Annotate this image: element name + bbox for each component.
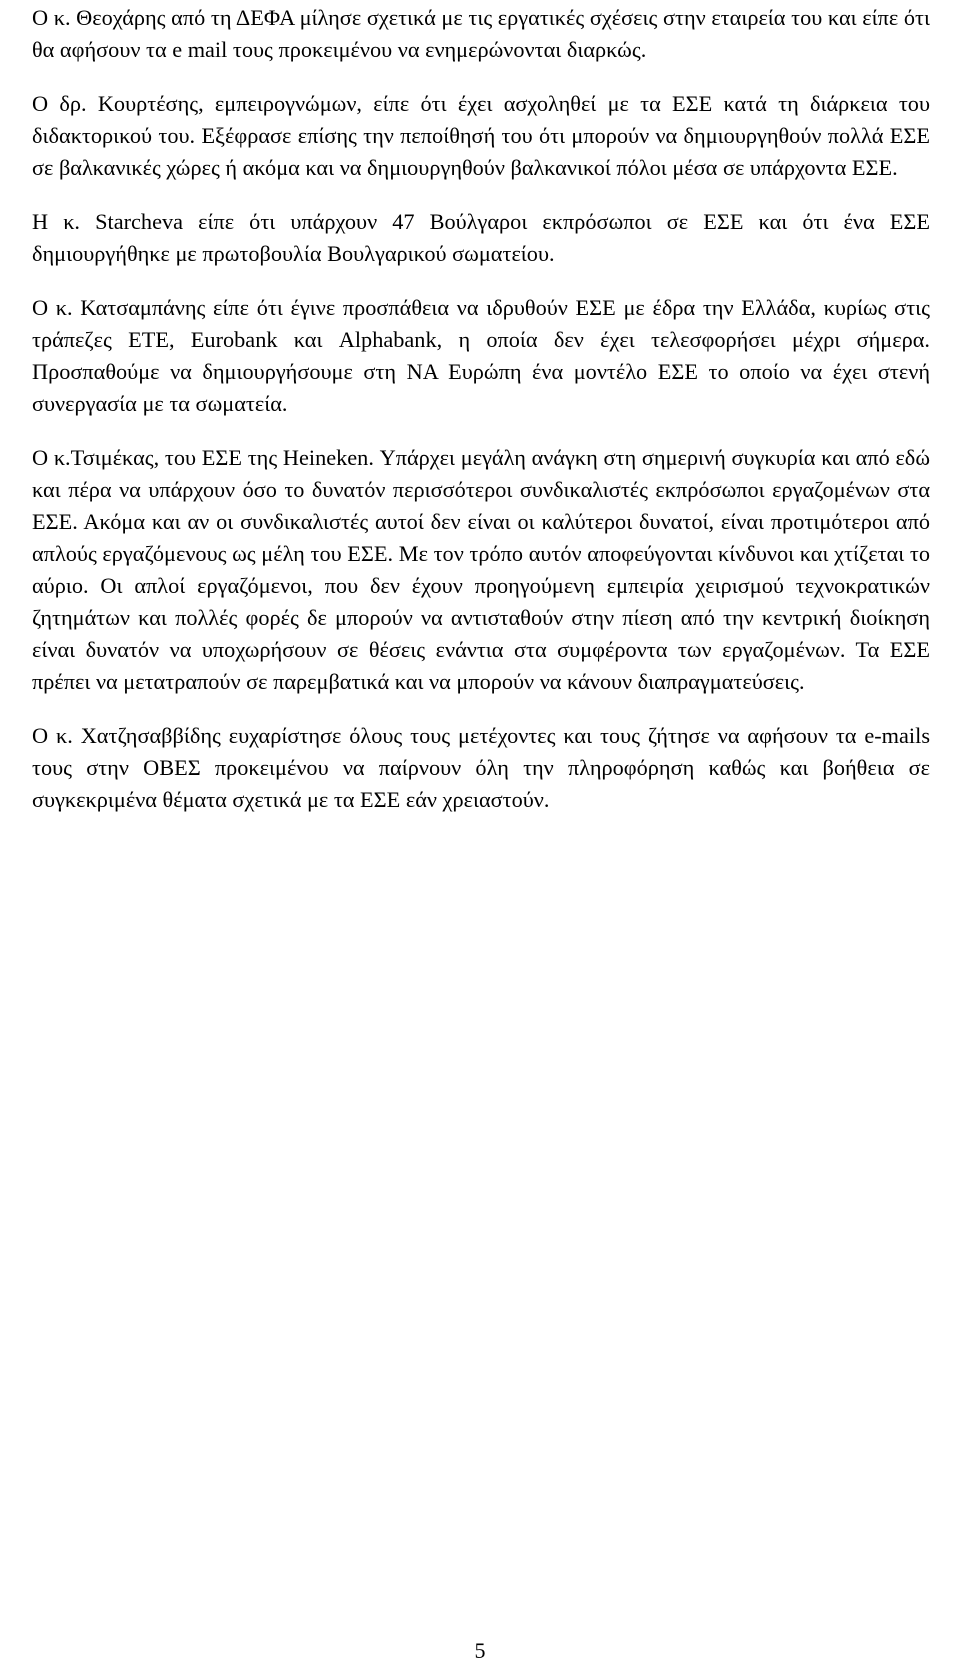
document-page [32,2,930,838]
page-number: 5 [474,1638,486,1663]
paragraph-starcheva: Η κ. Starcheva είπε ότι υπάρχουν 47 Βούλγαροι εκπρόσωποι σε ΕΣΕ και ότι ένα ΕΣΕ δημιουργήθηκε με πρωτοβουλία Βουλγαρικού σωματείου. [32,209,930,266]
paragraph-kourtesis: Ο δρ. Κουρτέσης, εμπειρογνώμων, είπε ότι έχει ασχοληθεί με τα ΕΣΕ κατά τη διάρκεια του διδακτορικού του. Εξέφρασε επίσης την πεποίθησή του ότι μπορούν να δημιουργηθούν πολλά ΕΣΕ σε βαλκανικές χώρες ή ακόμα και να δημιουργηθούν βαλκανικοί πόλοι μέσα σε υπάρχοντα ΕΣΕ. [32,91,930,180]
paragraph-tsimekas: Ο κ.Τσιμέκας, του ΕΣΕ της Heineken. Υπάρχει μεγάλη ανάγκη στη σημερινή συγκυρία και από εδώ και πέρα να υπάρχουν όσο το δυνατόν περισσότεροι συνδικαλιστές εκπρόσωποι εργαζομένων στα ΕΣΕ. Ακόμα και αν οι συνδικαλιστές αυτοί δεν είναι οι καλύτεροι δυνατοί, είναι προτιμότεροι από απλούς εργαζόμενους ως μέλη του ΕΣΕ. Με τον τρόπο αυτόν αποφεύγονται κίνδυνοι και χτίζεται το αύριο. Οι απλοί εργαζόμενοι, που δεν έχουν προηγούμενη εμπειρία χειρισμού τεχνοκρατικών ζητημάτων και πολλές φορές δε μπορούν να αντισταθούν στην πίεση από την κεντρική διοίκηση είναι δυνατόν να υποχωρήσουν σε θέσεις ενάντια στα συμφέροντα των εργαζομένων. Τα ΕΣΕ πρέπει να μετατραπούν σε παρεμβατικά και να μπορούν να κάνουν διαπραγματεύσεις. [32,445,930,694]
paragraph-chatzisavvidis: Ο κ. Χατζησαββίδης ευχαρίστησε όλους τους μετέχοντες και τους ζήτησε να αφήσουν τα e-mails τους στην ΟΒΕΣ προκειμένου να παίρνουν όλη την πληροφόρηση καθώς και βοήθεια σε συγκεκριμένα θέματα σχετικά με τα ΕΣΕ εάν χρειαστούν. [32,723,930,812]
paragraph-katsampanis: Ο κ. Κατσαμπάνης είπε ότι έγινε προσπάθεια να ιδρυθούν ΕΣΕ με έδρα την Ελλάδα, κυρίως στις τράπεζες ΕΤΕ, Eurobank και Alphabank, η οποία δεν έχει τελεσφορήσει μέχρι σήμερα. Προσπαθούμε να δημιουργήσουμε στη ΝΑ Ευρώπη ένα μοντέλο ΕΣΕ το οποίο να έχει στενή συνεργασία με τα σωματεία. [32,295,930,416]
paragraph-theocharis: Ο κ. Θεοχάρης από τη ΔΕΦΑ μίλησε σχετικά με τις εργατικές σχέσεις στην εταιρεία του και είπε ότι θα αφήσουν τα e mail τους προκειμένου να ενημερώνονται διαρκώς. [32,5,930,62]
